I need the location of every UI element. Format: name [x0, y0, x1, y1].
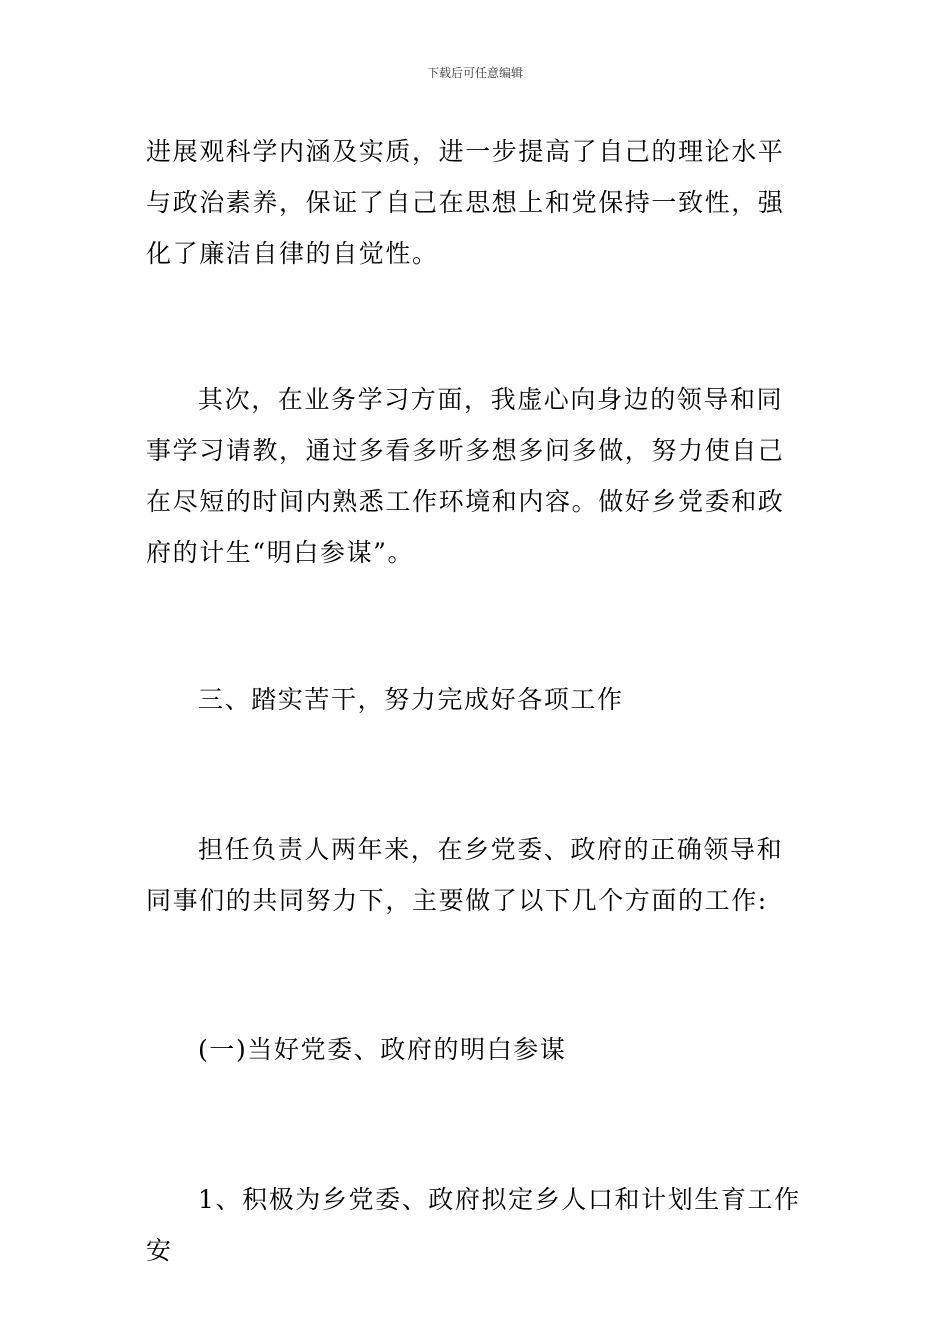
section-heading: 三、踏实苦干，努力完成好各项工作: [198, 685, 624, 714]
page-header: 下载后可任意编辑: [426, 66, 523, 80]
list-item-1: 1、积极为乡党委、政府拟定乡人口和计划生育工作安: [146, 1185, 801, 1265]
paragraph-business-study: 其次，在业务学习方面，我虚心向身边的领导和同事学习请教，通过多看多听多想多问多做，努力使自己在尽短的时间内熟悉工作环境和内容。做好乡党委和政府的计生“明白参谋”。: [146, 385, 785, 567]
paragraph-continuation: 进展观科学内涵及实质，进一步提高了自己的理论水平与政治素养，保证了自己在思想上和党保持一致性，强化了廉洁自律的自觉性。: [146, 137, 785, 268]
subsection-heading: (一)当好党委、政府的明白参谋: [198, 1035, 567, 1064]
paragraph-work-summary: 担任负责人两年来，在乡党委、政府的正确领导和同事们的共同努力下，主要做了以下几个方面的工作:: [146, 835, 784, 915]
